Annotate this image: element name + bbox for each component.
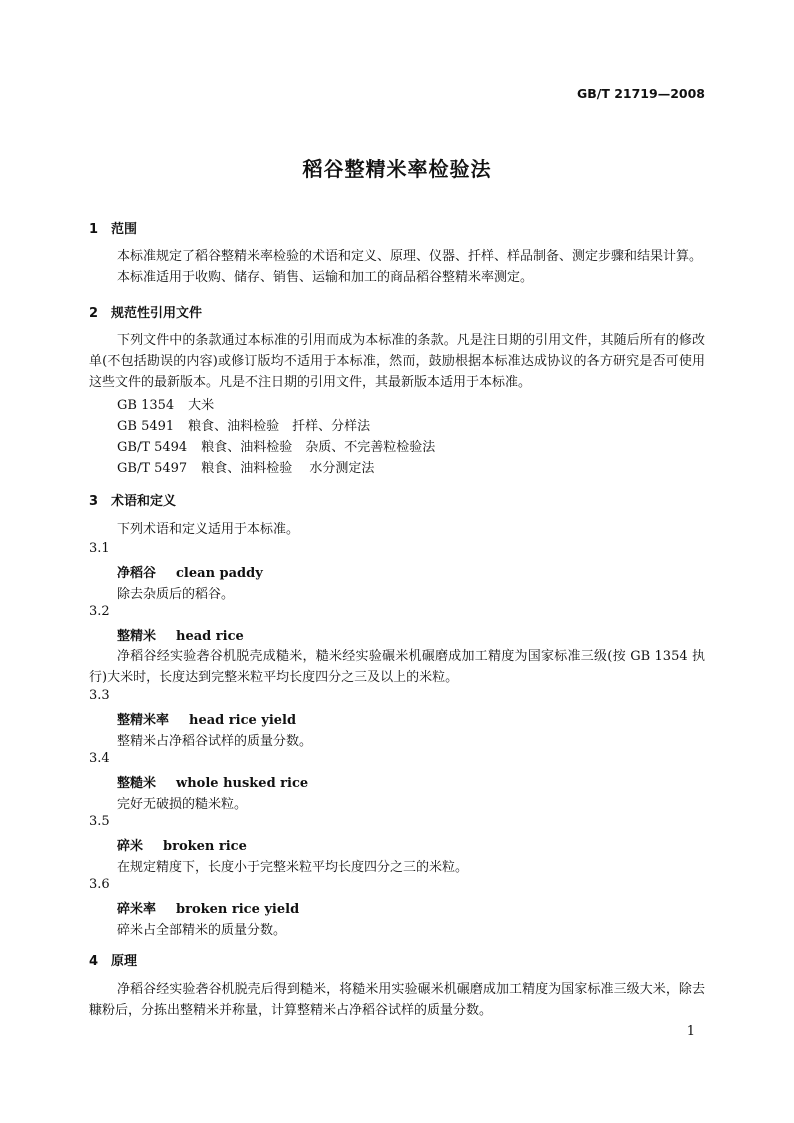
term-definition: 整精米占净稻谷试样的质量分数。 (117, 734, 313, 749)
section-1-heading (89, 218, 137, 237)
reference-item (117, 436, 435, 455)
term-chinese: 整精米 (117, 629, 157, 644)
term-english: head rice (176, 629, 244, 644)
term-heading (117, 562, 263, 581)
term-definition: 完好无破损的糙米粒。 (117, 797, 248, 812)
term-number: 3.4 (89, 751, 110, 766)
section-number: 4 (89, 954, 99, 969)
term-heading (117, 772, 308, 791)
term-english: clean paddy (176, 566, 263, 581)
reference-title: 粮食、油料检验 扦样、分样法 (188, 419, 371, 434)
term-english: whole husked rice (176, 776, 309, 791)
term-english: broken rice yield (176, 902, 300, 917)
principle-paragraph: 净稻谷经实验砻谷机脱壳后得到糙米，将糙米用实验碾米机碾磨成加工精度为国家标准三级大米，除去糠粉后，分拣出整精米并称量，计算整精米占净稻谷试样的质量分数。 (89, 982, 705, 1018)
term-definition: 碎米占全部精米的质量分数。 (117, 923, 287, 938)
standard-number: GB/T 21719—2008 (576, 86, 705, 101)
reference-code: GB 5491 (117, 419, 175, 434)
term-heading (117, 898, 299, 917)
term-english: broken rice (163, 839, 247, 854)
term-chinese: 整糙米 (117, 776, 157, 791)
scope-paragraph-1: 本标准规定了稻谷整精米率检验的术语和定义、原理、仪器、扦样、样品制备、测定步骤和结果计算。 (117, 249, 703, 264)
reference-item (117, 394, 214, 413)
reference-title: 粮食、油料检验 杂质、不完善粒检验法 (201, 440, 436, 455)
reference-title: 大米 (188, 398, 215, 413)
references-intro-paragraph: 下列文件中的条款通过本标准的引用而成为本标准的条款。凡是注日期的引用文件，其随后所有的修改单(不包括勘误的内容)或修订版均不适用于本标准，然而，鼓励根据本标准达成协议的各方研究是否可使用这些文件的最新版本。凡是不注日期的引用文件，其最新版本适用于本标准。 (89, 333, 705, 390)
document-title: 稻谷整精米率检验法 (302, 157, 492, 181)
section-number: 1 (89, 222, 99, 237)
term-definition: 除去杂质后的稻谷。 (117, 587, 235, 602)
section-number: 2 (89, 306, 99, 321)
reference-item (117, 415, 370, 434)
term-number: 3.1 (89, 541, 110, 556)
term-chinese: 碎米率 (117, 902, 157, 917)
term-heading (117, 625, 244, 644)
section-title: 范围 (111, 222, 138, 237)
term-number: 3.5 (89, 814, 110, 829)
term-heading (117, 835, 247, 854)
reference-code: GB 1354 (117, 398, 175, 413)
term-definition: 在规定精度下，长度小于完整米粒平均长度四分之三的米粒。 (117, 860, 469, 875)
section-4-heading (89, 950, 137, 969)
term-chinese: 净稻谷 (117, 566, 157, 581)
terms-intro-paragraph: 下列术语和定义适用于本标准。 (117, 522, 300, 537)
scope-paragraph-2: 本标准适用于收购、储存、销售、运输和加工的商品稻谷整精米率测定。 (117, 270, 534, 285)
term-number: 3.3 (89, 688, 110, 703)
term-chinese: 整精米率 (117, 713, 170, 728)
term-heading (117, 709, 296, 728)
section-3-heading (89, 490, 176, 509)
term-chinese: 碎米 (117, 839, 144, 854)
page-number: 1 (686, 1024, 695, 1039)
section-2-heading (89, 302, 202, 321)
reference-code: GB/T 5494 (117, 440, 188, 455)
term-english: head rice yield (189, 713, 297, 728)
section-title: 原理 (111, 954, 138, 969)
reference-code: GB/T 5497 (117, 461, 188, 476)
term-number: 3.6 (89, 877, 110, 892)
section-number: 3 (89, 494, 99, 509)
term-definition: 净稻谷经实验砻谷机脱壳成糙米，糙米经实验碾米机碾磨成加工精度为国家标准三级(按 GB 1354 执行)大米时，长度达到完整米粒平均长度四分之三及以上的米粒。 (89, 649, 705, 685)
section-title: 术语和定义 (111, 494, 177, 509)
section-title: 规范性引用文件 (111, 306, 203, 321)
term-number: 3.2 (89, 604, 110, 619)
reference-title: 粮食、油料检验 水分测定法 (201, 461, 375, 476)
reference-item (117, 457, 374, 476)
